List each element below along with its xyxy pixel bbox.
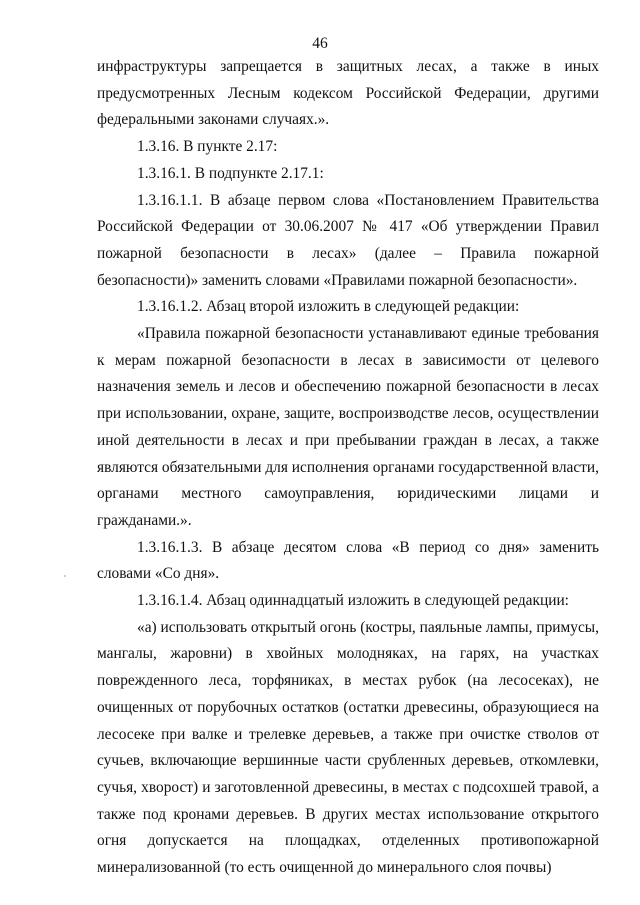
paragraph-clause-1-3-16-1: 1.3.16.1. В подпункте 2.17.1: [137, 164, 324, 182]
scan-speck [64, 575, 66, 577]
paragraph-clause-1-3-16: 1.3.16. В пункте 2.17: [137, 138, 278, 156]
paragraph-clause-1-3-16-1-2: 1.3.16.1.2. Абзац второй изложить в следующей редакции: [137, 298, 520, 316]
page-number: 46 [312, 35, 328, 52]
paragraph-continuation: инфраструктуры запрещается в защитных лесах, а также в иных предусмотренных Лесным кодексом Российской Федерации, другими федеральными законами случаях.». [97, 58, 599, 129]
paragraph-clause-1-3-16-1-4: 1.3.16.1.4. Абзац одиннадцатый изложить в следующей редакции: [137, 592, 569, 610]
paragraph-quoted-item-a: «а) использовать открытый огонь (костры, паяльные лампы, примусы, мангалы, жаровни) в хвойных молодняках, на гарях, на участках поврежденного леса, торфяниках, в местах рубок (на лесосеках), не очищенных от порубочных остатков (остатки древесины, образующиеся на лесосеке при валке и трелевке деревьев, а также при очистке стволов от сучьев, включающие вершинные части срубленных деревьев, откомлевки, сучья, хворост) и заготовленной древесины, в местах с подсохшей травой, а также под кронами деревьев. В других местах использование открытого огня допускается на площадках, отделенных противопожарной минерализованной (то есть очищенной до минерального слоя почвы) [97, 618, 599, 877]
paragraph-clause-1-3-16-1-3: 1.3.16.1.3. В абзаце десятом слова «В период со дня» заменить словами «Со дня». [97, 538, 599, 583]
paragraph-quoted-rules: «Правила пожарной безопасности устанавливают единые требования к мерам пожарной безопасности в лесах в зависимости от целевого назначения земель и лесов и обеспечению пожарной безопасности в лесах при использовании, охране, защите, воспроизводстве лесов, осуществлении иной деятельности в лесах и при пребывании граждан в лесах, а также являются обязательными для исполнения органами государственной власти, органами местного самоуправления, юридическими лицами и гражданами.». [97, 325, 599, 529]
document-body [97, 54, 599, 882]
paragraph-clause-1-3-16-1-1: 1.3.16.1.1. В абзаце первом слова «Постановлением Правительства Российской Федерации от 30.06.2007 № 417 «Об утверждении Правил пожарной безопасности в лесах» (далее – Правила пожарной безопасности)» заменить словами «Правилами пожарной безопасности». [97, 191, 599, 289]
